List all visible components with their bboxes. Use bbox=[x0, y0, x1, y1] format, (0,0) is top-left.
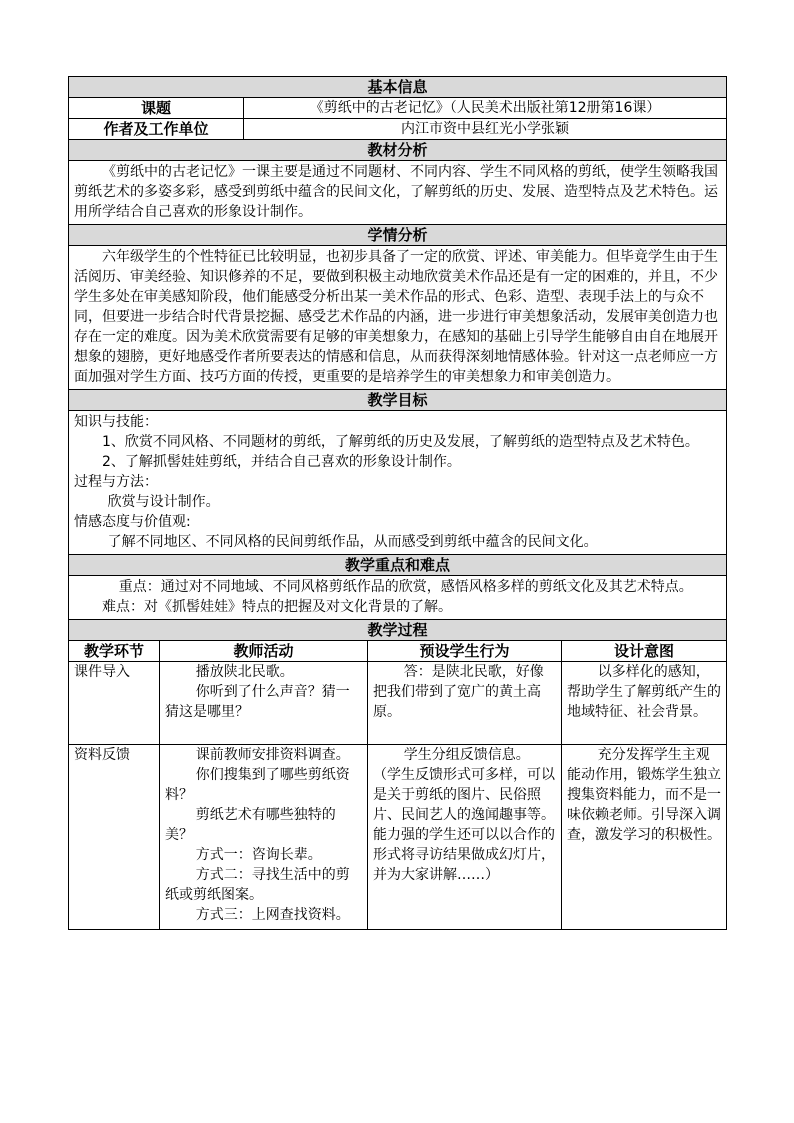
teacher-activity-cell bbox=[160, 745, 368, 930]
student-line: 答：是陕北民歌，好像把我们带到了宽广的黄土高原。 bbox=[373, 664, 544, 720]
objective-item-2: 2、了解抓髻娃娃剪纸，并结合自己喜欢的形象设计制作。 bbox=[102, 454, 461, 470]
design-intent-cell bbox=[562, 662, 727, 745]
section-header-learner: 学情分析 bbox=[69, 225, 727, 246]
topic-value: 《剪纸中的古老记忆》（人民美术出版社第12册第16课） bbox=[244, 98, 727, 119]
keypoints-cell bbox=[69, 576, 727, 620]
author-value: 内江市资中县红光小学张颖 bbox=[244, 119, 727, 140]
column-header-intent: 设计意图 bbox=[562, 641, 727, 662]
teacher-line: 方式一：咨询长辈。 bbox=[195, 847, 322, 863]
learner-analysis-cell bbox=[69, 246, 727, 390]
teacher-activity-cell bbox=[160, 662, 368, 745]
topic-label: 课题 bbox=[69, 98, 244, 119]
table-row bbox=[69, 662, 727, 745]
emotion-values-text: 了解不同地区、不同风格的民间剪纸作品，从而感受到剪纸中蕴含的民间文化。 bbox=[107, 534, 598, 550]
teacher-line: 方式二：寻找生活中的剪纸或剪纸图案。 bbox=[165, 867, 350, 903]
teacher-line: 方式三：上网查找资料。 bbox=[195, 907, 350, 923]
student-line: （学生反馈形式可多样，可以是关于剪纸的图片、民俗照片、民间艺人的逸闻趣事等。能力强的学生还可以以合作的形式将寻访结果做成幻灯片，并为大家讲解……） bbox=[373, 767, 555, 883]
knowledge-skills-label: 知识与技能： bbox=[74, 414, 158, 430]
difficulty-text: 难点：对《抓髻娃娃》特点的把握及对文化背景的了解。 bbox=[102, 599, 452, 615]
material-analysis-cell bbox=[69, 161, 727, 225]
stage-cell: 课件导入 bbox=[69, 662, 160, 745]
objective-item-1: 1、欣赏不同风格、不同题材的剪纸，了解剪纸的历史及发展，了解剪纸的造型特点及艺术特色。 bbox=[102, 434, 699, 450]
process-method-label: 过程与方法： bbox=[74, 474, 158, 490]
student-behavior-cell bbox=[368, 662, 562, 745]
student-line: 学生分组反馈信息。 bbox=[403, 747, 530, 763]
design-intent-cell bbox=[562, 745, 727, 930]
material-analysis-text: 《剪纸中的古老记忆》一课主要是通过不同题材、不同内容、学生不同风格的剪纸，使学生领略我国剪纸艺术的多姿多彩，感受到剪纸中蕴含的民间文化，了解剪纸的历史、发展、造型特点及艺术特色。运用所学结合自己喜欢的形象设计制作。 bbox=[74, 164, 718, 220]
emotion-values-label: 情感态度与价值观: bbox=[74, 514, 191, 530]
teacher-line: 你们搜集到了哪些剪纸资料？ bbox=[165, 767, 350, 803]
intent-line: 以多样化的感知，帮助学生了解剪纸产生的地域特征、社会背景。 bbox=[567, 664, 721, 720]
section-header-material: 教材分析 bbox=[69, 140, 727, 161]
column-header-stage: 教学环节 bbox=[69, 641, 160, 662]
key-point-text: 重点：通过对不同地域、不同风格剪纸作品的欣赏，感悟风格多样的剪纸文化及其艺术特点。 bbox=[118, 579, 693, 595]
section-header-keypoints: 教学重点和难点 bbox=[69, 555, 727, 576]
teacher-line: 课前教师安排资料调查。 bbox=[195, 747, 350, 763]
table-row bbox=[69, 745, 727, 930]
lesson-plan-page bbox=[68, 76, 726, 930]
author-label: 作者及工作单位 bbox=[69, 119, 244, 140]
process-method-text: 欣赏与设计制作。 bbox=[107, 494, 220, 510]
teacher-line: 剪纸艺术有哪些独特的美？ bbox=[165, 807, 336, 843]
learner-analysis-text: 六年级学生的个性特征已比较明显，也初步具备了一定的欣赏、评述、审美能力。但毕竟学生由于生活阅历、审美经验、知识修养的不足，要做到积极主动地欣赏美术作品还是有一定的困难的，并且，不少学生多处在审美感知阶段，他们能感受分析出某一美术作品的形式、色彩、造型、表现手法上的与众不同，但要进一步结合时代背景挖掘、感受艺术作品的内涵，进一步进行审美想象活动，发展审美创造力也存在一定的难度。因为美术欣赏需要有足够的审美想象力，在感知的基础上引导学生能够自由自在地展开想象的翅膀，更好地感受作者所要表达的情感和信息，从而获得深刻地情感体验。针对这一点老师应一方面加强对学生方面、技巧方面的传授，更重要的是培养学生的审美想象力和审美创造力。 bbox=[74, 249, 718, 385]
section-header-basic-info: 基本信息 bbox=[69, 77, 727, 98]
objectives-cell bbox=[69, 411, 727, 555]
teacher-line: 你听到了什么声音？猜一猜这是哪里？ bbox=[165, 684, 350, 720]
column-header-student: 预设学生行为 bbox=[368, 641, 562, 662]
lesson-plan-table bbox=[68, 76, 727, 930]
section-header-process: 教学过程 bbox=[69, 620, 727, 641]
column-header-teacher: 教师活动 bbox=[160, 641, 368, 662]
intent-line: 充分发挥学生主观能动作用，锻炼学生独立搜集资料能力，而不是一味依赖老师。引导深入调查，激发学习的积极性。 bbox=[567, 747, 721, 843]
section-header-objectives: 教学目标 bbox=[69, 390, 727, 411]
student-behavior-cell bbox=[368, 745, 562, 930]
stage-cell: 资料反馈 bbox=[69, 745, 160, 930]
teacher-line: 播放陕北民歌。 bbox=[195, 664, 294, 680]
